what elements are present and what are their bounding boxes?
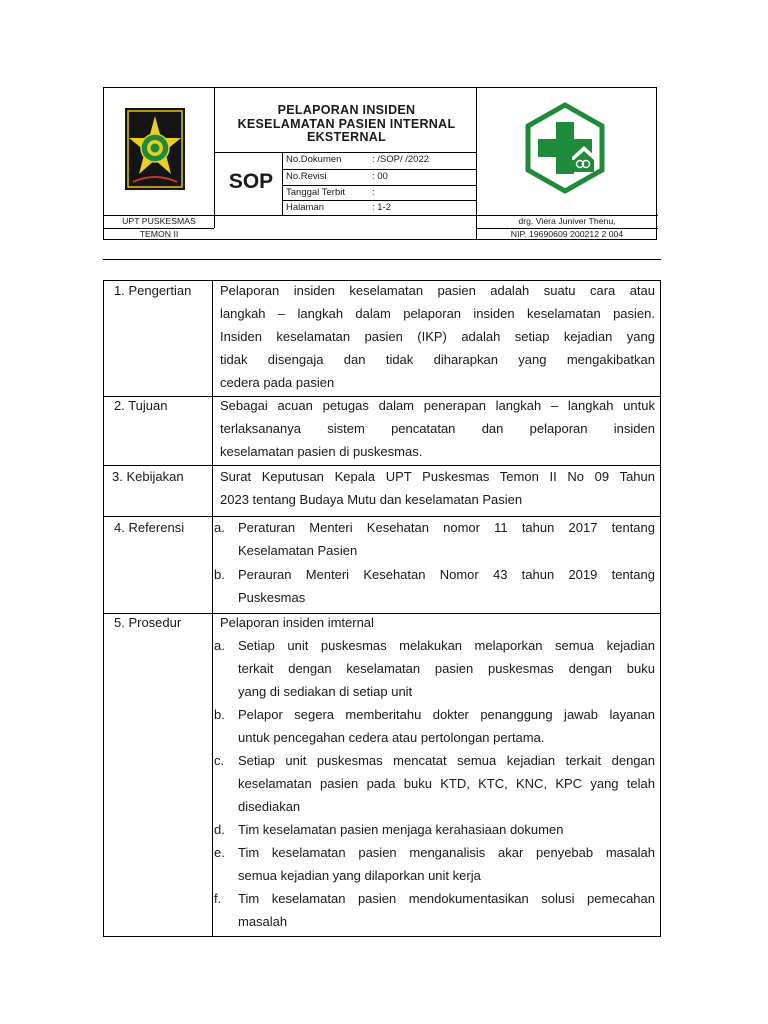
procedure-heading: Pelaporan insiden imternal: [220, 615, 374, 630]
list-item: [214, 841, 655, 887]
text-line: Perauran Menteri Kesehatan Nomor 43 tahun 2019 tentang: [238, 567, 655, 582]
section-label: 4. Referensi: [114, 520, 185, 535]
header-divider: [214, 88, 215, 228]
list-item: [214, 749, 655, 818]
column-divider: [212, 281, 213, 936]
text-line: Setiap unit puskesmas melakukan melaporkan semua kejadian: [238, 638, 655, 653]
text-line: Tim keselamatan pasien mendokumentasikan solusi pemecahan: [238, 891, 655, 906]
section-label: 3. Kebijakan: [112, 469, 184, 484]
text-line: yang di sediakan di setiap unit: [238, 684, 413, 699]
section-label: 2. Tujuan: [114, 398, 168, 413]
text-line: Keselamatan Pasien: [238, 543, 358, 558]
page-divider: [103, 259, 661, 260]
text-line: terkait dengan keselamatan pasien puskesmas dengan buku: [238, 661, 655, 676]
unit-name: UPT PUSKESMAS: [122, 216, 196, 226]
section-text: [220, 465, 655, 511]
list-marker: b.: [214, 707, 225, 722]
list-item: [214, 818, 655, 841]
list-item: [214, 703, 655, 749]
text-line: terlaksananya sistem pencatatan dan pelaporan insiden: [220, 421, 655, 436]
section-label: 5. Prosedur: [114, 615, 182, 630]
list-marker: e.: [214, 845, 225, 860]
row-divider: [104, 613, 660, 614]
document-title: [217, 104, 476, 145]
meta-value: : 00: [372, 171, 388, 182]
sop-header-table: [103, 87, 657, 240]
meta-label: No.Revisi: [286, 171, 327, 182]
title-line: PELAPORAN INSIDEN: [277, 103, 416, 117]
text-line: untuk pencegahan cedera atau pertolongan pertama.: [238, 730, 545, 745]
text-line: keselamatan pasien pada buku KTD, KTC, KNC, KPC yang telah: [238, 776, 655, 791]
text-line: Tim keselamatan pasien menganalisis akar penyebab masalah: [238, 845, 655, 860]
list-item: [214, 634, 655, 703]
text-line: Pelapor segera memberitahu dokter penanggung jawab layanan: [238, 707, 655, 722]
text-line: Tim keselamatan pasien menjaga kerahasiaan dokumen: [238, 822, 564, 837]
signer-name: drg. Viera Juniver Thenu,: [518, 216, 616, 226]
section-label: 1. Pengertian: [114, 283, 192, 298]
text-line: langkah – langkah dalam pelaporan insiden keselamatan pasien.: [220, 306, 655, 321]
list-item: [214, 516, 655, 562]
sop-label: SOP: [228, 170, 274, 193]
list-marker: d.: [214, 822, 225, 837]
text-line: Pelaporan insiden keselamatan pasien adalah suatu cara atau: [220, 283, 655, 298]
text-line: cedera pada pasien: [220, 375, 335, 390]
section-text: [220, 394, 655, 463]
text-line: Peraturan Menteri Kesehatan nomor 11 tahun 2017 tentang: [238, 520, 655, 535]
text-line: keselamatan pasien di puskesmas.: [220, 444, 423, 459]
meta-value: :: [372, 187, 375, 198]
text-line: disediakan: [238, 799, 301, 814]
text-line: Insiden keselamatan pasien (IKP) adalah setiap kejadian yang: [220, 329, 655, 344]
header-divider: [282, 185, 476, 186]
header-divider: [282, 200, 476, 201]
unit-name: TEMON II: [139, 229, 179, 239]
meta-label: No.Dokumen: [286, 154, 342, 165]
title-line: KESELAMATAN PASIEN INTERNAL: [237, 116, 456, 131]
list-marker: a.: [214, 520, 225, 535]
text-line: Surat Keputusan Kepala UPT Puskesmas Temon II No 09 Tahun: [220, 469, 655, 484]
list-marker: f.: [214, 891, 222, 906]
text-line: 2023 tentang Budaya Mutu dan keselamatan Pasien: [220, 492, 523, 507]
text-line: tidak disengaja dan tidak diharapkan yang mengakibatkan: [220, 352, 655, 367]
text-line: Puskesmas: [238, 590, 306, 605]
meta-label: Tanggal Terbit: [286, 187, 345, 198]
text-line: masalah: [238, 914, 288, 929]
text-line: Sebagai acuan petugas dalam penerapan langkah – langkah untuk: [220, 398, 655, 413]
meta-label: Halaman: [286, 202, 325, 213]
list-marker: b.: [214, 567, 225, 582]
sop-content-table: [103, 280, 661, 937]
list-item: [214, 563, 655, 609]
meta-value: : 1-2: [372, 202, 392, 213]
text-line: Setiap unit puskesmas mencatat semua kejadian terkait dengan: [238, 753, 655, 768]
header-divider: [282, 169, 476, 170]
title-line: EKSTERNAL: [306, 130, 387, 144]
signer-nip: NIP. 19690609 200212 2 004: [510, 229, 624, 239]
regency-emblem-icon: [125, 108, 185, 190]
meta-value: : /SOP/ /2022: [372, 154, 430, 165]
puskesmas-logo-icon: [524, 102, 606, 194]
text-line: semua kejadian yang dilaporkan unit kerja: [238, 868, 481, 883]
list-item: [214, 887, 655, 933]
section-text: [220, 279, 655, 394]
list-marker: a.: [214, 638, 225, 653]
list-marker: c.: [214, 753, 225, 768]
